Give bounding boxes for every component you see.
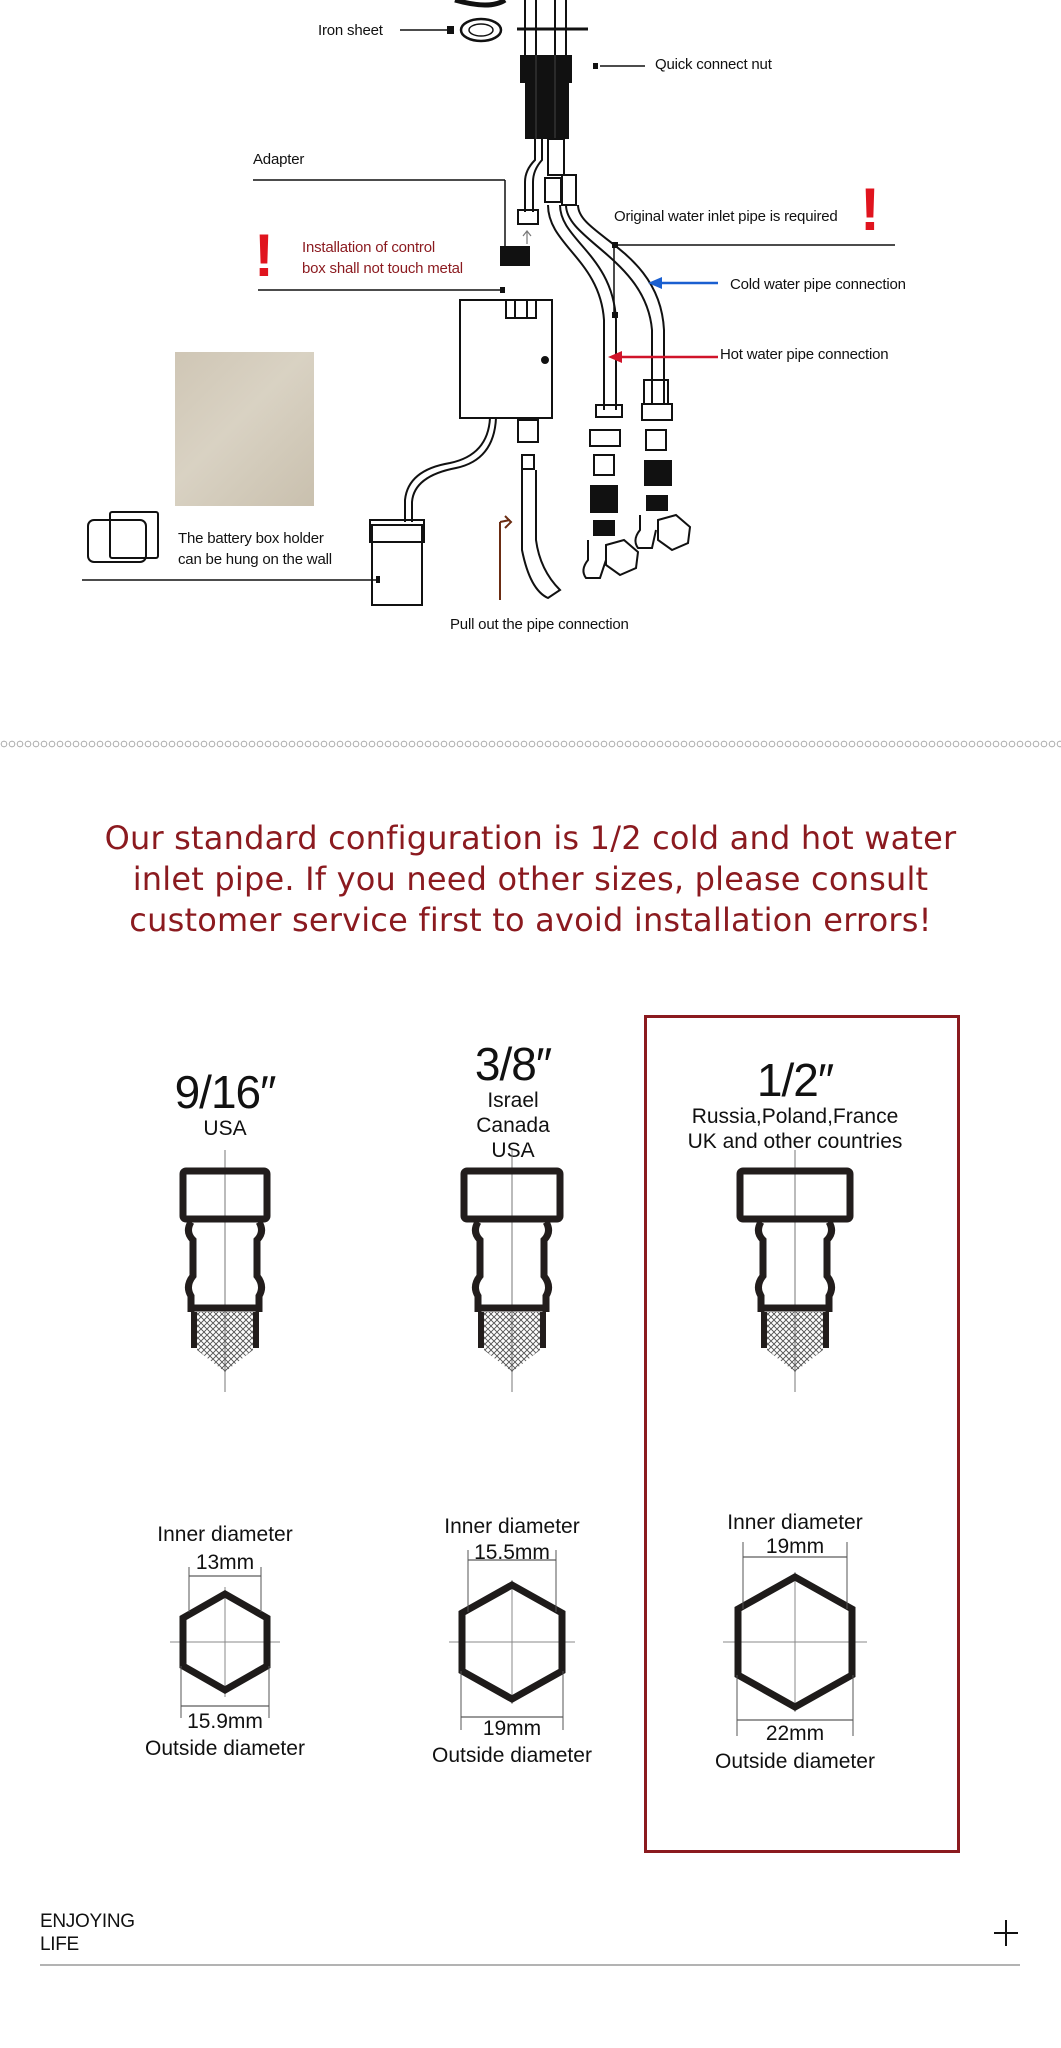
outer-diameter-value: 19mm <box>482 1717 542 1740</box>
hexagon-icon-1-2 <box>723 1542 867 1736</box>
label-cold-water: Cold water pipe connection <box>730 276 906 293</box>
size-title: 1/2″ <box>756 1054 834 1106</box>
size-region: UK and other countries <box>687 1130 903 1153</box>
label-control-box-warning-2: box shall not touch metal <box>302 260 463 277</box>
pipe-size-9-16 <box>140 1068 310 1141</box>
inner-diameter-label: Inner diameter <box>727 1511 863 1534</box>
size-region: USA <box>203 1117 247 1140</box>
fitting-icon-3-8 <box>464 1150 560 1392</box>
size-title: 3/8″ <box>474 1038 552 1090</box>
label-pull-out: Pull out the pipe connection <box>450 616 629 633</box>
section-divider <box>0 738 1061 750</box>
pipe-size-1-2 <box>660 1056 930 1154</box>
inner-diameter-value: 15.5mm <box>474 1541 550 1564</box>
brand-line-2: LIFE <box>40 1934 79 1955</box>
installation-diagram-drawing <box>0 0 1061 700</box>
fitting-icon-9-16 <box>183 1150 267 1392</box>
hexagon-icon-3-8 <box>449 1550 575 1730</box>
footer-accordion[interactable] <box>40 1900 1020 1966</box>
outer-diameter-value: 15.9mm <box>187 1710 263 1733</box>
inner-diameter-label: Inner diameter <box>444 1515 580 1538</box>
label-control-box-warning-1: Installation of control <box>302 239 435 256</box>
outer-diameter-value: 22mm <box>765 1722 825 1745</box>
hexagon-icon-9-16 <box>170 1567 280 1718</box>
configuration-notice: Our standard configuration is 1/2 cold and hot water inlet pipe. If you need other sizes, please consult customer service first to avoid installation errors! <box>104 819 957 939</box>
pipe-size-3-8 <box>428 1040 598 1163</box>
label-adapter: Adapter <box>253 151 305 168</box>
plus-icon[interactable] <box>994 1920 1018 1946</box>
outer-diameter-label: Outside diameter <box>715 1750 875 1773</box>
o-ring-icon <box>455 0 505 5</box>
size-title: 9/16″ <box>174 1066 276 1118</box>
label-original-inlet-required: Original water inlet pipe is required <box>614 208 838 225</box>
brand-line-1: ENJOYING <box>40 1911 135 1932</box>
inner-diameter-value: 19mm <box>765 1535 825 1558</box>
label-iron-sheet: Iron sheet <box>318 22 383 39</box>
fitting-icon-1-2 <box>740 1150 850 1392</box>
size-region: USA <box>491 1139 535 1162</box>
installation-diagram <box>0 0 1061 700</box>
size-region: Canada <box>476 1114 550 1137</box>
inner-diameter-value: 13mm <box>195 1551 255 1574</box>
outer-diameter-label: Outside diameter <box>145 1737 305 1760</box>
size-region: Israel <box>487 1089 539 1112</box>
warning-icon-control-box: ! <box>254 222 274 289</box>
inner-diameter-label: Inner diameter <box>157 1523 293 1546</box>
size-region: Russia,Poland,France <box>691 1105 899 1128</box>
iron-sheet-washer-icon <box>461 19 501 41</box>
label-quick-connect-nut: Quick connect nut <box>655 56 772 73</box>
outer-diameter-label: Outside diameter <box>432 1744 592 1767</box>
warning-icon-inlet-pipe: ! <box>860 176 880 243</box>
label-hot-water: Hot water pipe connection <box>720 346 889 363</box>
battery-box-holder-photo <box>175 352 314 506</box>
label-battery-holder-2: can be hung on the wall <box>178 551 332 568</box>
label-battery-holder-1: The battery box holder <box>178 530 324 547</box>
footer-brand <box>40 1910 135 1956</box>
